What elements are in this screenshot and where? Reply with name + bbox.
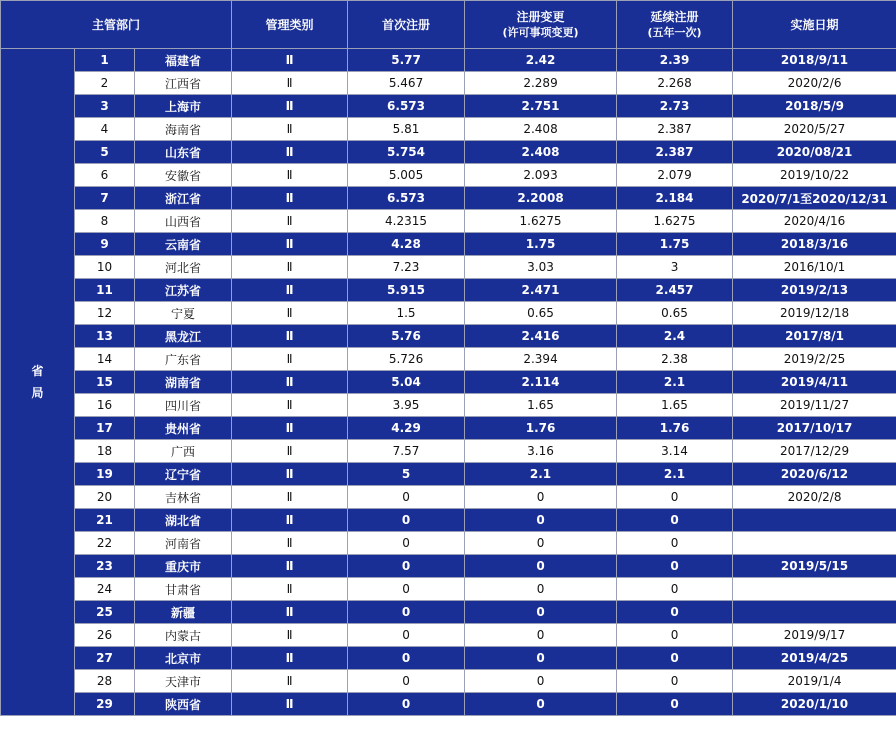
table-row [1, 394, 896, 417]
renewal-registration-fee: 2.387 [617, 141, 733, 164]
province-name: 北京市 [135, 647, 232, 670]
table-row [1, 693, 896, 716]
implementation-date: 2019/5/15 [733, 555, 896, 578]
first-registration-fee: 5.754 [348, 141, 465, 164]
row-number: 10 [75, 256, 135, 279]
change-registration-fee: 1.75 [465, 233, 617, 256]
implementation-date: 2019/2/25 [733, 348, 896, 371]
row-number: 3 [75, 95, 135, 118]
header-renew-reg-subtitle: (五年一次) [647, 25, 702, 39]
table-row [1, 279, 896, 302]
province-name: 广西 [135, 440, 232, 463]
change-registration-fee: 2.1 [465, 463, 617, 486]
implementation-date: 2018/5/9 [733, 95, 896, 118]
row-number: 8 [75, 210, 135, 233]
first-registration-fee: 0 [348, 578, 465, 601]
change-registration-fee: 0 [465, 578, 617, 601]
row-number: 19 [75, 463, 135, 486]
renewal-registration-fee: 2.457 [617, 279, 733, 302]
header-category: 管理类别 [232, 1, 348, 49]
renewal-registration-fee: 3 [617, 256, 733, 279]
province-name: 河北省 [135, 256, 232, 279]
table-row [1, 371, 896, 394]
row-number: 11 [75, 279, 135, 302]
first-registration-fee: 0 [348, 509, 465, 532]
row-number: 1 [75, 49, 135, 72]
table-row [1, 95, 896, 118]
implementation-date: 2019/4/11 [733, 371, 896, 394]
renewal-registration-fee: 2.268 [617, 72, 733, 95]
change-registration-fee: 2.093 [465, 164, 617, 187]
change-registration-fee: 0 [465, 532, 617, 555]
first-registration-fee: 0 [348, 647, 465, 670]
implementation-date: 2019/10/22 [733, 164, 896, 187]
province-name: 云南省 [135, 233, 232, 256]
header-renew-reg-title: 延续注册 [650, 9, 699, 24]
renewal-registration-fee: 0 [617, 601, 733, 624]
renewal-registration-fee: 1.6275 [617, 210, 733, 233]
implementation-date: 2020/1/10 [733, 693, 896, 716]
management-category: Ⅱ [232, 578, 348, 601]
change-registration-fee: 2.471 [465, 279, 617, 302]
table-row [1, 256, 896, 279]
table-row [1, 647, 896, 670]
table-row [1, 532, 896, 555]
province-name: 宁夏 [135, 302, 232, 325]
implementation-date: 2020/08/21 [733, 141, 896, 164]
row-number: 15 [75, 371, 135, 394]
first-registration-fee: 5.04 [348, 371, 465, 394]
first-registration-fee: 6.573 [348, 187, 465, 210]
change-registration-fee: 3.16 [465, 440, 617, 463]
table-row [1, 210, 896, 233]
first-registration-fee: 0 [348, 532, 465, 555]
row-number: 5 [75, 141, 135, 164]
header-dept: 主管部门 [1, 1, 232, 49]
province-name: 重庆市 [135, 555, 232, 578]
province-name: 上海市 [135, 95, 232, 118]
table-row [1, 417, 896, 440]
province-name: 山西省 [135, 210, 232, 233]
implementation-date: 2020/2/8 [733, 486, 896, 509]
row-number: 28 [75, 670, 135, 693]
table-row [1, 302, 896, 325]
table-row [1, 509, 896, 532]
first-registration-fee: 5.81 [348, 118, 465, 141]
province-name: 江苏省 [135, 279, 232, 302]
renewal-registration-fee: 2.079 [617, 164, 733, 187]
first-registration-fee: 0 [348, 670, 465, 693]
management-category: Ⅱ [232, 601, 348, 624]
province-name: 湖南省 [135, 371, 232, 394]
renewal-registration-fee: 0 [617, 555, 733, 578]
row-number: 18 [75, 440, 135, 463]
implementation-date: 2018/9/11 [733, 49, 896, 72]
first-registration-fee: 0 [348, 555, 465, 578]
change-registration-fee: 0 [465, 555, 617, 578]
row-number: 2 [75, 72, 135, 95]
province-name: 陕西省 [135, 693, 232, 716]
first-registration-fee: 7.57 [348, 440, 465, 463]
renewal-registration-fee: 1.76 [617, 417, 733, 440]
header-change-reg [465, 1, 617, 49]
management-category: Ⅱ [232, 693, 348, 716]
province-name: 福建省 [135, 49, 232, 72]
province-name: 山东省 [135, 141, 232, 164]
implementation-date: 2019/12/18 [733, 302, 896, 325]
implementation-date: 2017/8/1 [733, 325, 896, 348]
table-row [1, 670, 896, 693]
implementation-date: 2019/1/4 [733, 670, 896, 693]
row-number: 13 [75, 325, 135, 348]
renewal-registration-fee: 2.39 [617, 49, 733, 72]
implementation-date: 2019/4/25 [733, 647, 896, 670]
renewal-registration-fee: 2.73 [617, 95, 733, 118]
table-row [1, 118, 896, 141]
renewal-registration-fee: 2.184 [617, 187, 733, 210]
change-registration-fee: 0 [465, 624, 617, 647]
header-renew-reg [617, 1, 733, 49]
first-registration-fee: 0 [348, 693, 465, 716]
implementation-date [733, 509, 896, 532]
renewal-registration-fee: 0 [617, 693, 733, 716]
renewal-registration-fee: 2.387 [617, 118, 733, 141]
implementation-date: 2018/3/16 [733, 233, 896, 256]
management-category: Ⅱ [232, 325, 348, 348]
table-row [1, 325, 896, 348]
management-category: Ⅱ [232, 647, 348, 670]
renewal-registration-fee: 0 [617, 509, 733, 532]
first-registration-fee: 6.573 [348, 95, 465, 118]
first-registration-fee: 5.005 [348, 164, 465, 187]
first-registration-fee: 5.726 [348, 348, 465, 371]
renewal-registration-fee: 0 [617, 532, 733, 555]
renewal-registration-fee: 2.1 [617, 371, 733, 394]
implementation-date: 2020/4/16 [733, 210, 896, 233]
change-registration-fee: 0 [465, 601, 617, 624]
renewal-registration-fee: 2.38 [617, 348, 733, 371]
province-name: 黑龙江 [135, 325, 232, 348]
management-category: Ⅱ [232, 302, 348, 325]
first-registration-fee: 5 [348, 463, 465, 486]
implementation-date: 2019/9/17 [733, 624, 896, 647]
province-name: 甘肃省 [135, 578, 232, 601]
management-category: Ⅱ [232, 555, 348, 578]
side-label-line2: 局 [31, 386, 44, 400]
first-registration-fee: 0 [348, 486, 465, 509]
row-number: 12 [75, 302, 135, 325]
province-name: 广东省 [135, 348, 232, 371]
change-registration-fee: 1.65 [465, 394, 617, 417]
implementation-date [733, 601, 896, 624]
change-registration-fee: 0 [465, 647, 617, 670]
row-number: 14 [75, 348, 135, 371]
table-row [1, 440, 896, 463]
first-registration-fee: 4.28 [348, 233, 465, 256]
change-registration-fee: 2.394 [465, 348, 617, 371]
management-category: Ⅱ [232, 256, 348, 279]
table-row [1, 624, 896, 647]
implementation-date: 2017/12/29 [733, 440, 896, 463]
table-row [1, 141, 896, 164]
header-first-reg: 首次注册 [348, 1, 465, 49]
row-number: 17 [75, 417, 135, 440]
management-category: Ⅱ [232, 95, 348, 118]
row-number: 16 [75, 394, 135, 417]
implementation-date: 2020/2/6 [733, 72, 896, 95]
row-number: 6 [75, 164, 135, 187]
renewal-registration-fee: 2.4 [617, 325, 733, 348]
renewal-registration-fee: 3.14 [617, 440, 733, 463]
change-registration-fee: 1.76 [465, 417, 617, 440]
implementation-date [733, 578, 896, 601]
first-registration-fee: 5.467 [348, 72, 465, 95]
change-registration-fee: 2.408 [465, 118, 617, 141]
row-number: 7 [75, 187, 135, 210]
table-row [1, 578, 896, 601]
implementation-date [733, 532, 896, 555]
table-row [1, 555, 896, 578]
province-name: 吉林省 [135, 486, 232, 509]
header-impl-date: 实施日期 [733, 1, 896, 49]
first-registration-fee: 4.2315 [348, 210, 465, 233]
table-body [1, 49, 896, 716]
management-category: Ⅱ [232, 371, 348, 394]
first-registration-fee: 5.915 [348, 279, 465, 302]
management-category: Ⅱ [232, 233, 348, 256]
management-category: Ⅱ [232, 72, 348, 95]
renewal-registration-fee: 2.1 [617, 463, 733, 486]
first-registration-fee: 0 [348, 624, 465, 647]
renewal-registration-fee: 0.65 [617, 302, 733, 325]
change-registration-fee: 3.03 [465, 256, 617, 279]
management-category: Ⅱ [232, 279, 348, 302]
row-number: 25 [75, 601, 135, 624]
first-registration-fee: 5.77 [348, 49, 465, 72]
change-registration-fee: 2.2008 [465, 187, 617, 210]
row-number: 29 [75, 693, 135, 716]
table-row [1, 601, 896, 624]
implementation-date: 2017/10/17 [733, 417, 896, 440]
implementation-date: 2016/10/1 [733, 256, 896, 279]
management-category: Ⅱ [232, 187, 348, 210]
change-registration-fee: 2.42 [465, 49, 617, 72]
province-name: 内蒙古 [135, 624, 232, 647]
management-category: Ⅱ [232, 624, 348, 647]
row-number: 21 [75, 509, 135, 532]
row-number: 22 [75, 532, 135, 555]
management-category: Ⅱ [232, 509, 348, 532]
table-row [1, 164, 896, 187]
header-change-reg-title: 注册变更 [516, 9, 565, 24]
management-category: Ⅱ [232, 49, 348, 72]
province-name: 新疆 [135, 601, 232, 624]
table-row [1, 233, 896, 256]
change-registration-fee: 0 [465, 509, 617, 532]
province-name: 湖北省 [135, 509, 232, 532]
province-name: 江西省 [135, 72, 232, 95]
management-category: Ⅱ [232, 670, 348, 693]
first-registration-fee: 1.5 [348, 302, 465, 325]
change-registration-fee: 2.289 [465, 72, 617, 95]
change-registration-fee: 2.416 [465, 325, 617, 348]
management-category: Ⅱ [232, 141, 348, 164]
row-number: 4 [75, 118, 135, 141]
management-category: Ⅱ [232, 164, 348, 187]
row-number: 27 [75, 647, 135, 670]
management-category: Ⅱ [232, 486, 348, 509]
renewal-registration-fee: 0 [617, 647, 733, 670]
change-registration-fee: 0 [465, 486, 617, 509]
province-name: 辽宁省 [135, 463, 232, 486]
management-category: Ⅱ [232, 463, 348, 486]
province-name: 四川省 [135, 394, 232, 417]
renewal-registration-fee: 0 [617, 624, 733, 647]
change-registration-fee: 2.408 [465, 141, 617, 164]
row-number: 24 [75, 578, 135, 601]
province-name: 安徽省 [135, 164, 232, 187]
change-registration-fee: 2.751 [465, 95, 617, 118]
renewal-registration-fee: 1.75 [617, 233, 733, 256]
management-category: Ⅱ [232, 118, 348, 141]
first-registration-fee: 0 [348, 601, 465, 624]
first-registration-fee: 3.95 [348, 394, 465, 417]
management-category: Ⅱ [232, 440, 348, 463]
province-name: 河南省 [135, 532, 232, 555]
implementation-date: 2019/2/13 [733, 279, 896, 302]
first-registration-fee: 7.23 [348, 256, 465, 279]
table-row [1, 72, 896, 95]
implementation-date: 2020/5/27 [733, 118, 896, 141]
table-row [1, 486, 896, 509]
implementation-date: 2020/7/1至2020/12/31 [733, 187, 896, 210]
row-number: 26 [75, 624, 135, 647]
province-name: 浙江省 [135, 187, 232, 210]
table-header-row [1, 1, 896, 49]
change-registration-fee: 2.114 [465, 371, 617, 394]
province-name: 海南省 [135, 118, 232, 141]
header-change-reg-subtitle: (许可事项变更) [502, 25, 579, 39]
change-registration-fee: 1.6275 [465, 210, 617, 233]
province-name: 贵州省 [135, 417, 232, 440]
management-category: Ⅱ [232, 210, 348, 233]
renewal-registration-fee: 1.65 [617, 394, 733, 417]
renewal-registration-fee: 0 [617, 486, 733, 509]
implementation-date: 2019/11/27 [733, 394, 896, 417]
management-category: Ⅱ [232, 394, 348, 417]
province-name: 天津市 [135, 670, 232, 693]
table-row [1, 49, 896, 72]
row-number: 9 [75, 233, 135, 256]
row-number: 20 [75, 486, 135, 509]
table-row [1, 348, 896, 371]
table-row [1, 187, 896, 210]
renewal-registration-fee: 0 [617, 670, 733, 693]
side-label-provincial-bureau [1, 49, 75, 716]
renewal-registration-fee: 0 [617, 578, 733, 601]
implementation-date: 2020/6/12 [733, 463, 896, 486]
row-number: 23 [75, 555, 135, 578]
first-registration-fee: 5.76 [348, 325, 465, 348]
change-registration-fee: 0.65 [465, 302, 617, 325]
first-registration-fee: 4.29 [348, 417, 465, 440]
side-label-line1: 省 [31, 364, 44, 378]
change-registration-fee: 0 [465, 693, 617, 716]
management-category: Ⅱ [232, 532, 348, 555]
change-registration-fee: 0 [465, 670, 617, 693]
management-category: Ⅱ [232, 348, 348, 371]
management-category: Ⅱ [232, 417, 348, 440]
table-row [1, 463, 896, 486]
